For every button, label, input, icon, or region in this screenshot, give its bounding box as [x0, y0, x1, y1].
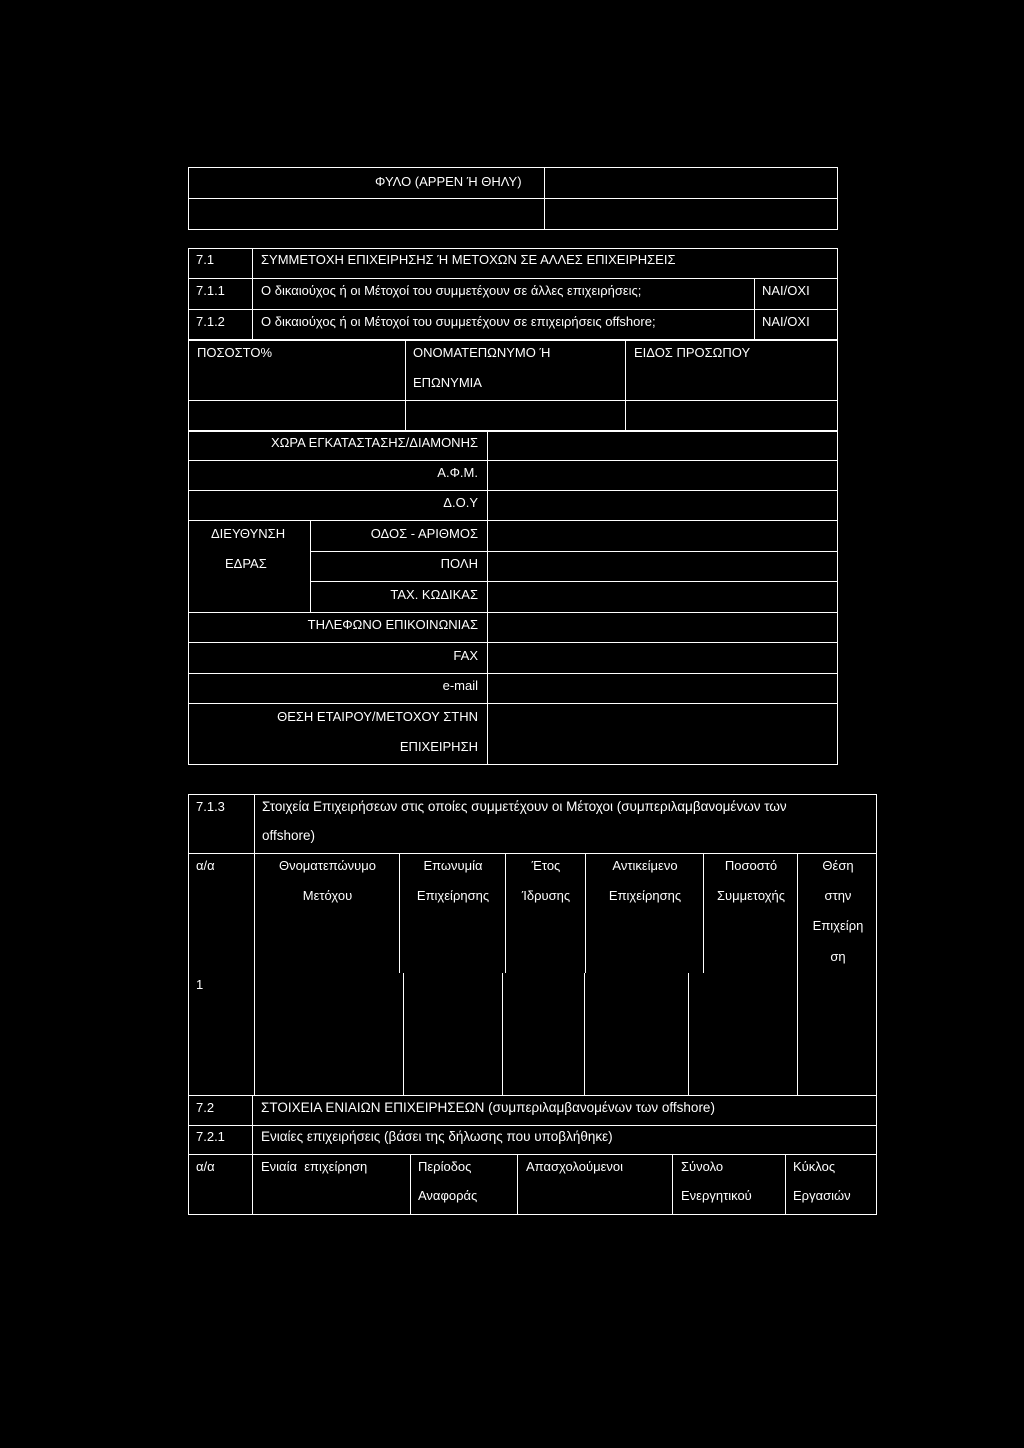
- header-shareholder-name-line2: Μετόχου: [302, 888, 353, 903]
- enterprise-header-aa: α/α: [196, 1159, 215, 1174]
- position-field[interactable]: [489, 705, 836, 763]
- phone-label: ΤΗΛΕΦΩΝΟ ΕΠΙΚΟΙΝΩΝΙΑΣ: [307, 617, 478, 632]
- postal-code-field[interactable]: [489, 583, 836, 611]
- section-7-2-1-title: Ενιαίες επιχειρήσεις (βάσει της δήλωσης που υποβλήθηκε): [261, 1129, 613, 1144]
- address-label-line2: ΕΔΡΑΣ: [225, 556, 267, 571]
- header-aa: α/α: [196, 858, 215, 873]
- enterprise-header-assets-line1: Σύνολο: [681, 1159, 724, 1174]
- header-founding-year-line1: Έτος: [531, 858, 561, 873]
- enterprise-header-name: Ενιαία επιχείρηση: [261, 1159, 368, 1174]
- question-7-1-2-answer[interactable]: ΝΑΙ/ΟΧΙ: [762, 314, 810, 329]
- postal-code-label: ΤΑΧ. ΚΩΔΙΚΑΣ: [390, 587, 478, 602]
- section-7-2-1-number: 7.2.1: [196, 1129, 225, 1144]
- afm-label: Α.Φ.Μ.: [437, 465, 478, 480]
- question-7-1-2-number: 7.1.2: [196, 314, 225, 329]
- company-name-cell[interactable]: [405, 975, 501, 1094]
- city-label: ΠΟΛΗ: [440, 556, 478, 571]
- name-header-line1: ΟΝΟΜΑΤΕΠΩΝΥΜΟ Ή: [413, 345, 551, 360]
- enterprise-header-employees: Απασχολούμενοι: [526, 1159, 623, 1174]
- header-shareholder-name-line1: Θνοματεπώνυμο: [278, 858, 377, 873]
- header-business-object-line2: Επιχείρησης: [608, 888, 682, 903]
- header-founding-year-line2: Ίδρυσης: [521, 888, 571, 903]
- position-cell[interactable]: [799, 975, 875, 1094]
- header-position-line1: Θέση: [822, 858, 854, 873]
- section-7-1-3-title-line1: Στοιχεία Επιχειρήσεων στις οποίες συμμετέχουν οι Μέτοχοι (συμπεριλαμβανομένων των: [262, 799, 787, 814]
- founding-year-cell[interactable]: [504, 975, 583, 1094]
- afm-field[interactable]: [489, 462, 836, 489]
- header-position-line4: ση: [830, 949, 846, 964]
- country-label: ΧΩΡΑ ΕΓΚΑΤΑΣΤΑΣΗΣ/ΔΙΑΜΟΝΗΣ: [271, 435, 478, 450]
- header-position-line2: στην: [824, 888, 852, 903]
- person-type-header: ΕΙΔΟΣ ΠΡΟΣΩΠΟΥ: [634, 345, 751, 360]
- section-7-1-title: ΣΥΜΜΕΤΟΧΗ ΕΠΙΧΕΙΡΗΣΗΣ Ή ΜΕΤΟΧΩΝ ΣΕ ΑΛΛΕΣ ΕΠΙΧΕΙΡΗΣΕΙΣ: [261, 252, 676, 267]
- section-7-1-3-number: 7.1.3: [196, 799, 225, 814]
- enterprise-header-assets-line2: Ενεργητικού: [681, 1188, 752, 1203]
- doy-field[interactable]: [489, 492, 836, 519]
- email-label: e-mail: [442, 678, 478, 693]
- business-object-cell[interactable]: [586, 975, 687, 1094]
- phone-field[interactable]: [489, 614, 836, 641]
- position-label-line1: ΘΕΣΗ ΕΤΑΙΡΟΥ/ΜΕΤΟΧΟΥ ΣΤΗΝ: [277, 709, 478, 724]
- header-business-object-line1: Αντικείμενο: [612, 858, 678, 873]
- section-7-1-3-title-line2: offshore): [262, 828, 316, 843]
- position-label-line2: ΕΠΙΧΕΙΡΗΣΗ: [399, 739, 478, 754]
- address-label-line1: ΔΙΕΥΘΥΝΣΗ: [211, 526, 286, 541]
- person-type-value-field[interactable]: [627, 402, 836, 430]
- fax-field[interactable]: [489, 644, 836, 672]
- name-header-line2: ΕΠΩΝΥΜΙΑ: [413, 375, 482, 390]
- fax-label: FAX: [453, 648, 478, 663]
- enterprise-header-turnover-line1: Κύκλος: [793, 1159, 836, 1174]
- header-company-name-line1: Επωνυμία: [423, 858, 483, 873]
- percent-value-field[interactable]: [190, 402, 403, 430]
- percentage-cell[interactable]: [690, 975, 796, 1094]
- enterprise-header-turnover-line2: Εργασιών: [793, 1188, 851, 1203]
- city-field[interactable]: [489, 553, 836, 580]
- question-7-1-2-text: Ο δικαιούχος ή οι Μέτοχοί του συμμετέχουν σε επιχειρήσεις offshore;: [261, 314, 656, 329]
- section-7-2-title: ΣΤΟΙΧΕΙΑ ΕΝΙΑΙΩΝ ΕΠΙΧΕΙΡΗΣΕΩΝ (συμπεριλαμβανομένων των offshore): [261, 1100, 715, 1115]
- percent-header: ΠΟΣΟΣΤΟ%: [197, 345, 273, 360]
- question-7-1-1-number: 7.1.1: [196, 283, 225, 298]
- question-7-1-1-answer[interactable]: ΝΑΙ/ΟΧΙ: [762, 283, 810, 298]
- header-company-name-line2: Επιχείρησης: [416, 888, 490, 903]
- gender-value-field[interactable]: [546, 169, 836, 197]
- street-label: ΟΔΟΣ - ΑΡΙΘΜΟΣ: [370, 526, 478, 541]
- email-field[interactable]: [489, 675, 836, 702]
- shareholder-name-cell[interactable]: [256, 975, 402, 1094]
- doy-label: Δ.Ο.Υ: [443, 495, 478, 510]
- gender-label: ΦΥΛΟ (ΑΡΡΕΝ Ή ΘΗΛΥ): [375, 174, 522, 189]
- country-field[interactable]: [489, 432, 836, 459]
- enterprise-header-period-line2: Αναφοράς: [418, 1188, 478, 1203]
- header-percentage-line1: Ποσοστό: [724, 858, 778, 873]
- section-7-2-number: 7.2: [196, 1100, 215, 1115]
- header-position-line3: Επιχείρη: [812, 918, 864, 933]
- header-percentage-line2: Συμμετοχής: [716, 888, 786, 903]
- question-7-1-1-text: Ο δικαιούχος ή οι Μέτοχοί του συμμετέχουν σε άλλες επιχειρήσεις;: [261, 283, 642, 298]
- enterprise-header-period-line1: Περίοδος: [418, 1159, 472, 1174]
- street-field[interactable]: [489, 522, 836, 550]
- name-value-field[interactable]: [407, 402, 623, 430]
- row-number: 1: [196, 977, 204, 992]
- section-7-1-number: 7.1: [196, 252, 215, 267]
